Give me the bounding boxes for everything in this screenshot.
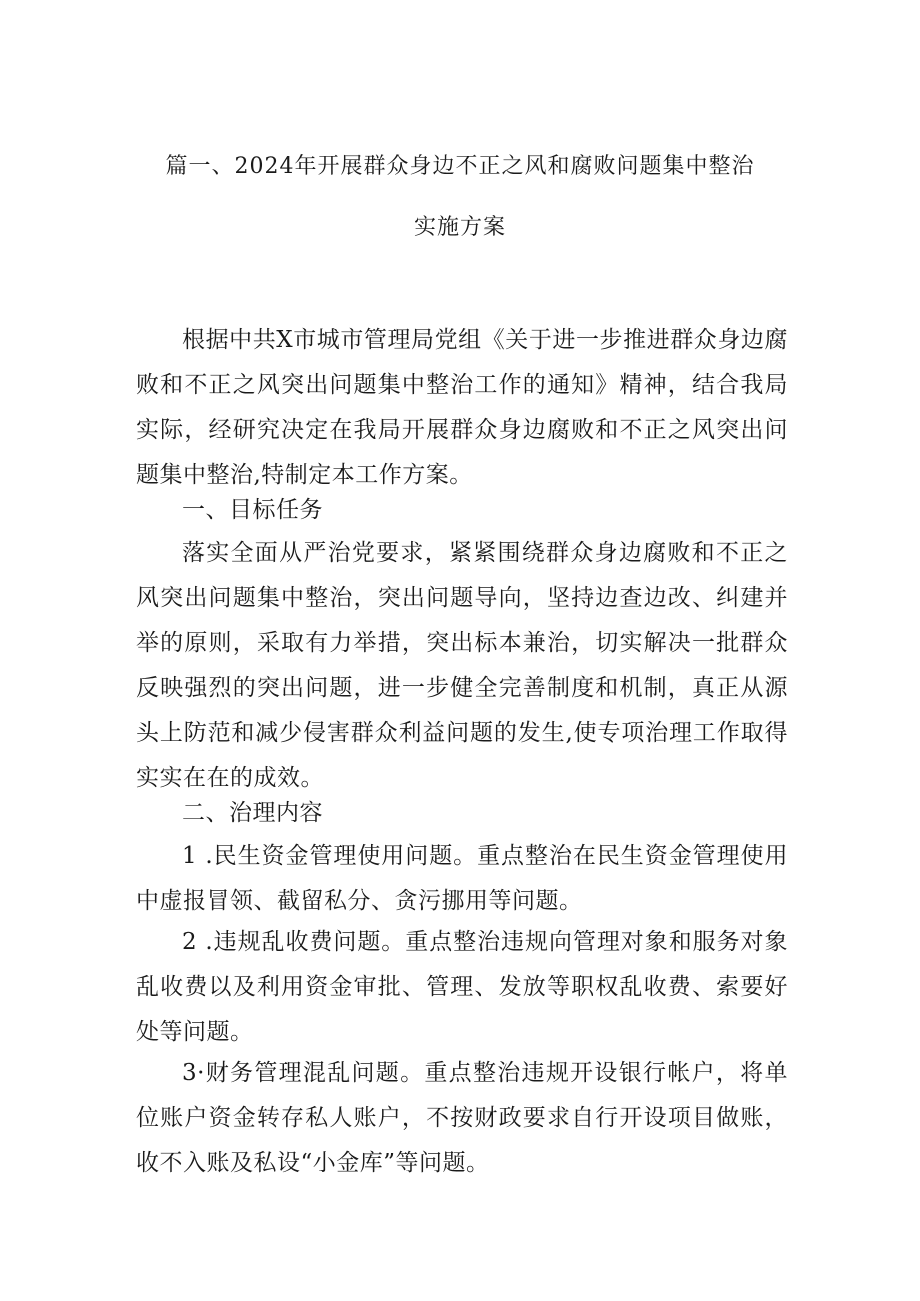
document-title-line1: 篇一、2024年开展群众身边不正之风和腐败问题集中整治	[165, 154, 755, 179]
item1-paragraph: 1 .民生资金管理使用问题。重点整治在民生资金管理使用中虚报冒领、截留私分、贪污挪用等问题。	[136, 843, 788, 914]
document-title-line2: 实施方案	[413, 215, 506, 240]
section1-heading: 一、目标任务	[182, 497, 323, 523]
item3-paragraph: 3·财务管理混乱问题。重点整治违规开设银行帐户，将单位账户资金转存私人账户，不按财政要求自行开设项目做账，收不入账及私设“小金库”等问题。	[136, 1060, 788, 1176]
section2-heading: 二、治理内容	[182, 800, 323, 826]
intro-paragraph: 根据中共X市城市管理局党组《关于进一步推进群众身边腐败和不正之风突出问题集中整治工作的通知》精神，结合我局实际，经研究决定在我局开展群众身边腐败和不正之风突出问题集中整治,特制定本工作方案。	[136, 327, 788, 488]
section1-paragraph: 落实全面从严治党要求，紧紧围绕群众身边腐败和不正之风突出问题集中整治，突出问题导向，坚持边查边改、纠建并举的原则，采取有力举措，突出标本兼治，切实解决一批群众反映强烈的突出问题，进一步健全完善制度和机制，真正从源头上防范和减少侵害群众利益问题的发生,使专项治理工作取得实实在在的成效。	[136, 540, 788, 791]
item2-paragraph: 2 .违规乱收费问题。重点整治违规向管理对象和服务对象乱收费以及利用资金审批、管理、发放等职权乱收费、索要好处等问题。	[136, 929, 788, 1045]
